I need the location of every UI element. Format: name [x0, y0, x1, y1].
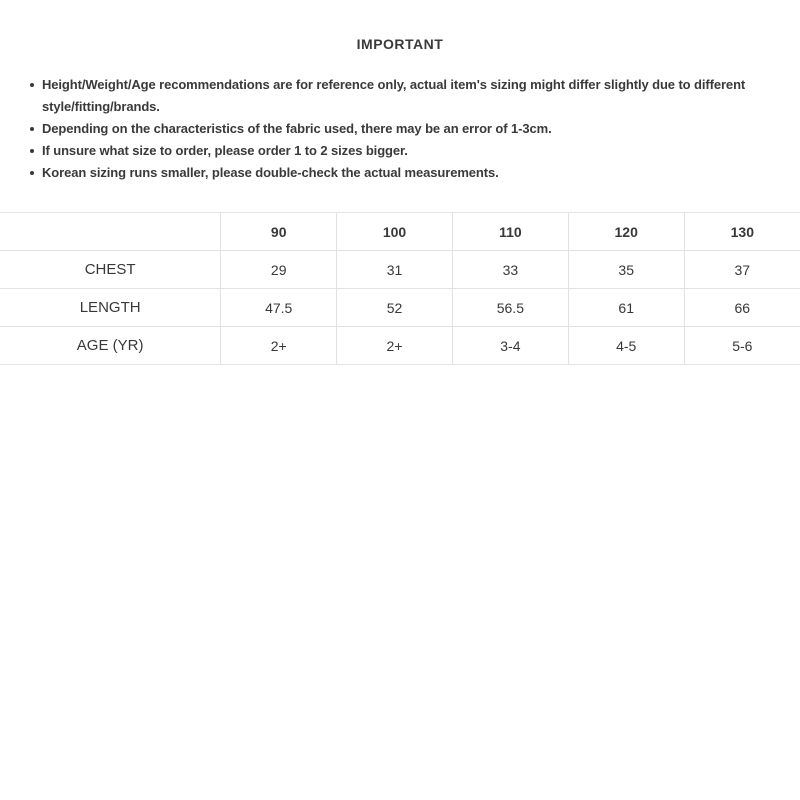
table-cell: 31 — [337, 251, 453, 289]
table-cell: 37 — [684, 251, 800, 289]
column-header: 110 — [452, 213, 568, 251]
table-cell: 52 — [337, 289, 453, 327]
page-title: IMPORTANT — [356, 36, 444, 52]
table-corner-cell — [0, 213, 221, 251]
note-text: Height/Weight/Age recommendations are for reference only, actual item's sizing might differ slightly due to different style/fitting/brands. — [42, 77, 746, 114]
notes-list — [30, 74, 766, 184]
bullet-icon — [30, 171, 34, 175]
list-item — [30, 140, 766, 162]
table-cell: 3-4 — [452, 327, 568, 365]
table-cell: 2+ — [221, 327, 337, 365]
bullet-icon — [30, 149, 34, 153]
column-header: 90 — [221, 213, 337, 251]
list-item — [30, 74, 766, 118]
table-row — [0, 289, 800, 327]
table-row — [0, 251, 800, 289]
table-cell: 29 — [221, 251, 337, 289]
note-text: Korean sizing runs smaller, please double-check the actual measurements. — [42, 165, 499, 180]
list-item — [30, 162, 766, 184]
note-text: If unsure what size to order, please order 1 to 2 sizes bigger. — [42, 143, 408, 158]
bullet-icon — [30, 83, 34, 87]
size-table-section — [0, 212, 800, 365]
table-cell: 47.5 — [221, 289, 337, 327]
table-cell: 35 — [568, 251, 684, 289]
table-cell: 66 — [684, 289, 800, 327]
table-cell: 4-5 — [568, 327, 684, 365]
list-item — [30, 118, 766, 140]
table-cell: 61 — [568, 289, 684, 327]
table-cell: 33 — [452, 251, 568, 289]
column-header: 120 — [568, 213, 684, 251]
row-label: AGE (YR) — [0, 327, 221, 365]
table-row — [0, 327, 800, 365]
table-cell: 2+ — [337, 327, 453, 365]
row-label: LENGTH — [0, 289, 221, 327]
sizing-info-page — [0, 36, 800, 800]
size-table — [0, 212, 800, 365]
row-label: CHEST — [0, 251, 221, 289]
table-cell: 56.5 — [452, 289, 568, 327]
table-cell: 5-6 — [684, 327, 800, 365]
column-header: 130 — [684, 213, 800, 251]
table-header-row — [0, 213, 800, 251]
note-text: Depending on the characteristics of the fabric used, there may be an error of 1-3cm. — [42, 121, 552, 136]
column-header: 100 — [337, 213, 453, 251]
bullet-icon — [30, 127, 34, 131]
